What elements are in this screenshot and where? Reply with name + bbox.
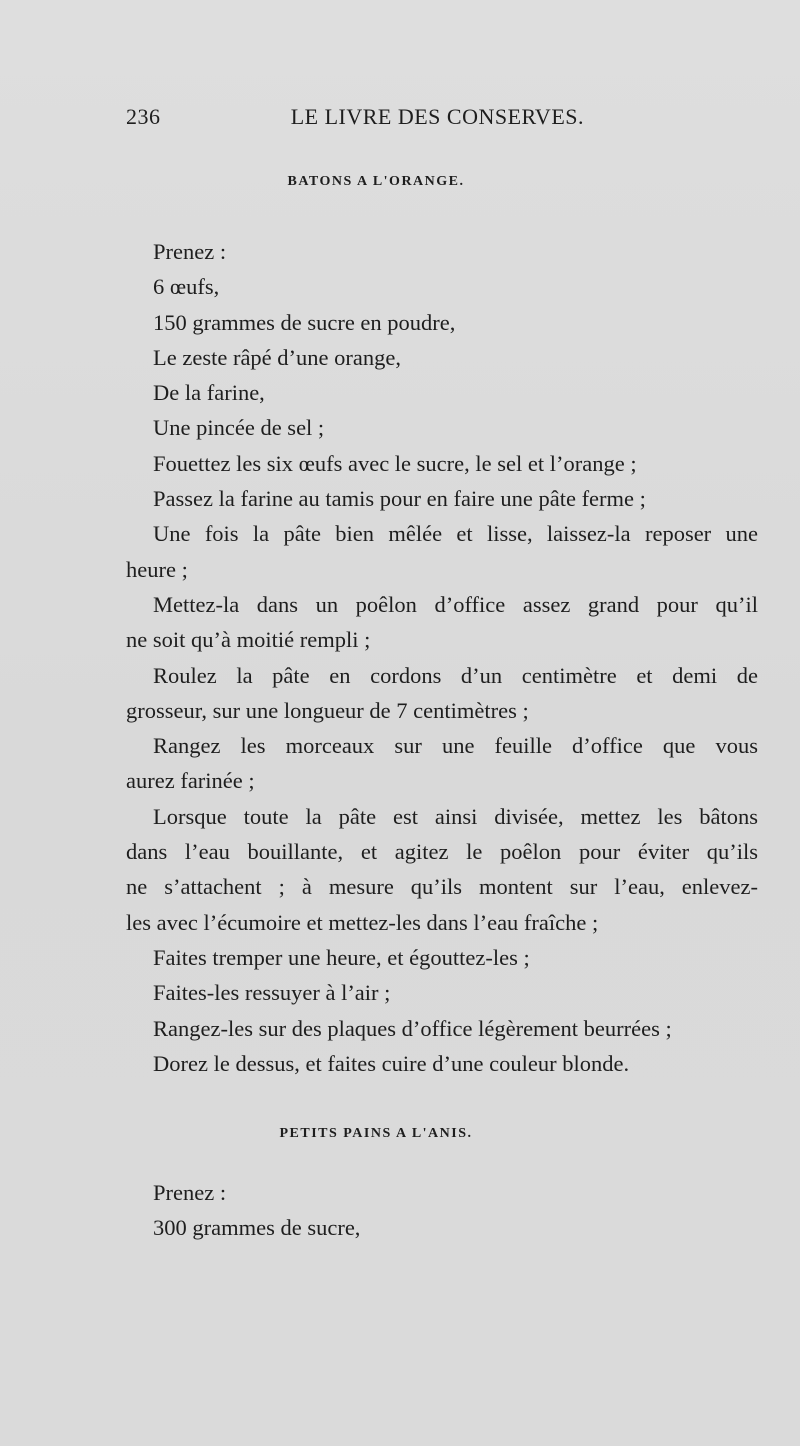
recipe-body-petits-pains-anis — [126, 1175, 758, 1246]
text-line: Roulez la pâte en cordons d’un centimètre et demi de — [153, 662, 758, 688]
text-line: heure ; — [126, 556, 188, 582]
text-line: Prenez : — [153, 1180, 227, 1205]
page-number: 236 — [126, 104, 161, 129]
book-title: LE LIVRE DES CONSERVES. — [290, 104, 584, 129]
running-head — [126, 100, 590, 134]
text-line: Dorez le dessus, et faites cuire d’une couleur blonde. — [153, 1050, 630, 1076]
text-line: dans l’eau bouillante, et agitez le poêlon pour éviter qu’ils — [126, 839, 758, 865]
text-line: Une fois la pâte bien mêlée et lisse, laissez-la reposer une — [153, 521, 758, 547]
text-line: Une pincée de sel ; — [153, 415, 325, 441]
text-line: Passez la farine au tamis pour en faire une pâte ferme ; — [153, 486, 646, 512]
recipe-title-petits-pains-anis: PETITS PAINS A L'ANIS. — [279, 1126, 473, 1141]
text-line: grosseur, sur une longueur de 7 centimètres ; — [126, 697, 529, 723]
text-line: les avec l’écumoire et mettez-les dans l’eau fraîche ; — [126, 909, 599, 935]
text-line: Prenez : — [153, 239, 227, 264]
text-line: aurez farinée ; — [126, 768, 255, 794]
text-line: De la farine, — [153, 380, 265, 406]
text-line: 150 grammes de sucre en poudre, — [153, 309, 456, 335]
recipe-body-batons-orange — [126, 234, 758, 1081]
text-line: Le zeste râpé d’une orange, — [153, 344, 401, 370]
text-line: 300 grammes de sucre, — [153, 1215, 361, 1241]
text-line: ne soit qu’à moitié rempli ; — [126, 627, 371, 653]
text-line: Faites-les ressuyer à l’air ; — [153, 980, 391, 1006]
text-line: Lorsque toute la pâte est ainsi divisée, mettez les bâtons — [153, 803, 758, 829]
text-line: Rangez-les sur des plaques d’office légèrement beurrées ; — [153, 1015, 672, 1041]
text-line: Fouettez les six œufs avec le sucre, le sel et l’orange ; — [153, 450, 637, 476]
text-line: Rangez les morceaux sur une feuille d’office que vous — [153, 733, 758, 759]
text-line: ne s’attachent ; à mesure qu’ils montent sur l’eau, enlevez- — [126, 874, 758, 900]
text-line: Faites tremper une heure, et égouttez-les ; — [153, 944, 530, 970]
recipe-title-batons-orange: BATONS A L'ORANGE. — [287, 174, 465, 189]
text-line: Mettez-la dans un poêlon d’office assez grand pour qu’il — [153, 591, 758, 617]
text-line: 6 œufs, — [153, 274, 220, 300]
